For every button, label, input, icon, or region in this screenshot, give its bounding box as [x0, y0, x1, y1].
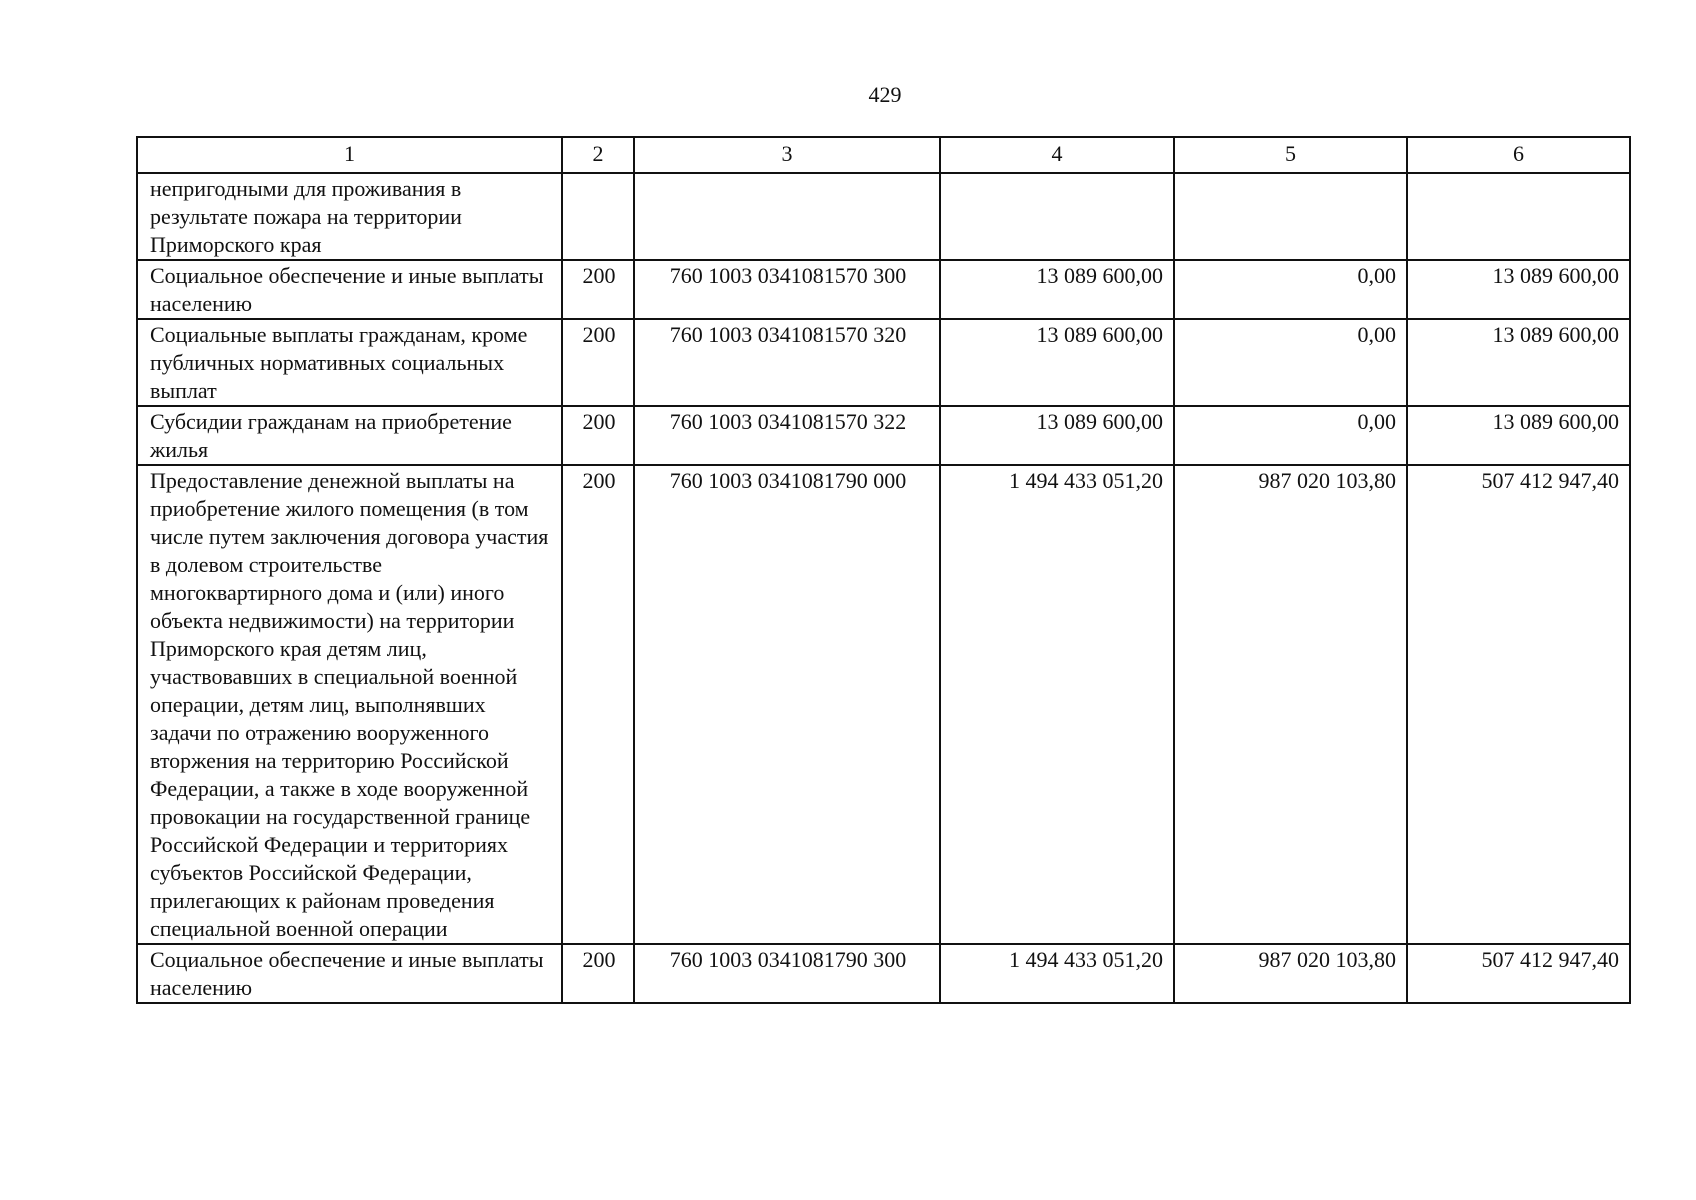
table-row — [137, 944, 1630, 1003]
row-amount-5: 987 020 103,80 — [1174, 465, 1407, 944]
row-kbk: 760 1003 0341081570 322 — [634, 406, 940, 465]
row-name: Субсидии гражданам на приобретение жилья — [137, 406, 562, 465]
row-amount-6 — [1407, 173, 1630, 260]
row-amount-4 — [940, 173, 1174, 260]
row-amount-5: 0,00 — [1174, 319, 1407, 406]
column-header: 6 — [1407, 137, 1630, 173]
row-name: Социальное обеспечение и иные выплаты населению — [137, 944, 562, 1003]
row-name: Социальное обеспечение и иные выплаты населению — [137, 260, 562, 319]
column-header: 5 — [1174, 137, 1407, 173]
row-amount-4: 13 089 600,00 — [940, 260, 1174, 319]
column-header: 3 — [634, 137, 940, 173]
row-kbk: 760 1003 0341081570 300 — [634, 260, 940, 319]
row-amount-6: 507 412 947,40 — [1407, 944, 1630, 1003]
row-name: Социальные выплаты гражданам, кроме публичных нормативных социальных выплат — [137, 319, 562, 406]
table-row — [137, 319, 1630, 406]
row-kbk: 760 1003 0341081790 000 — [634, 465, 940, 944]
row-code: 200 — [562, 319, 634, 406]
column-header: 1 — [137, 137, 562, 173]
row-amount-5: 987 020 103,80 — [1174, 944, 1407, 1003]
column-header: 4 — [940, 137, 1174, 173]
row-amount-6: 13 089 600,00 — [1407, 406, 1630, 465]
column-header: 2 — [562, 137, 634, 173]
row-code — [562, 173, 634, 260]
row-kbk: 760 1003 0341081790 300 — [634, 944, 940, 1003]
row-kbk — [634, 173, 940, 260]
table-row — [137, 173, 1630, 260]
row-name: Предоставление денежной выплаты на приобретение жилого помещения (в том числе путем заключения договора участия в долевом строительстве многоквартирного дома и (или) иного объекта недвижимости) на территории Приморского края детям лиц, участвовавших в специальной военной операции, детям лиц, выполнявших задачи по отражению вооруженного вторжения на территорию Российской Федерации, а также в ходе вооруженной провокации на государственной границе Российской Федерации и территориях субъектов Российской Федерации, прилегающих к районам проведения специальной военной операции — [137, 465, 562, 944]
row-code: 200 — [562, 465, 634, 944]
row-name: непригодными для проживания в результате пожара на территории Приморского края — [137, 173, 562, 260]
row-amount-6: 13 089 600,00 — [1407, 319, 1630, 406]
row-code: 200 — [562, 260, 634, 319]
row-amount-4: 1 494 433 051,20 — [940, 944, 1174, 1003]
row-amount-5: 0,00 — [1174, 406, 1407, 465]
header-row — [137, 137, 1630, 173]
row-amount-6: 507 412 947,40 — [1407, 465, 1630, 944]
row-amount-5 — [1174, 173, 1407, 260]
row-amount-4: 13 089 600,00 — [940, 406, 1174, 465]
table-row — [137, 260, 1630, 319]
row-amount-5: 0,00 — [1174, 260, 1407, 319]
row-amount-4: 13 089 600,00 — [940, 319, 1174, 406]
page-number: 429 — [868, 82, 902, 107]
row-code: 200 — [562, 944, 634, 1003]
table-row — [137, 465, 1630, 944]
budget-table — [136, 136, 1631, 1004]
table-row — [137, 406, 1630, 465]
row-kbk: 760 1003 0341081570 320 — [634, 319, 940, 406]
row-amount-4: 1 494 433 051,20 — [940, 465, 1174, 944]
row-code: 200 — [562, 406, 634, 465]
row-amount-6: 13 089 600,00 — [1407, 260, 1630, 319]
